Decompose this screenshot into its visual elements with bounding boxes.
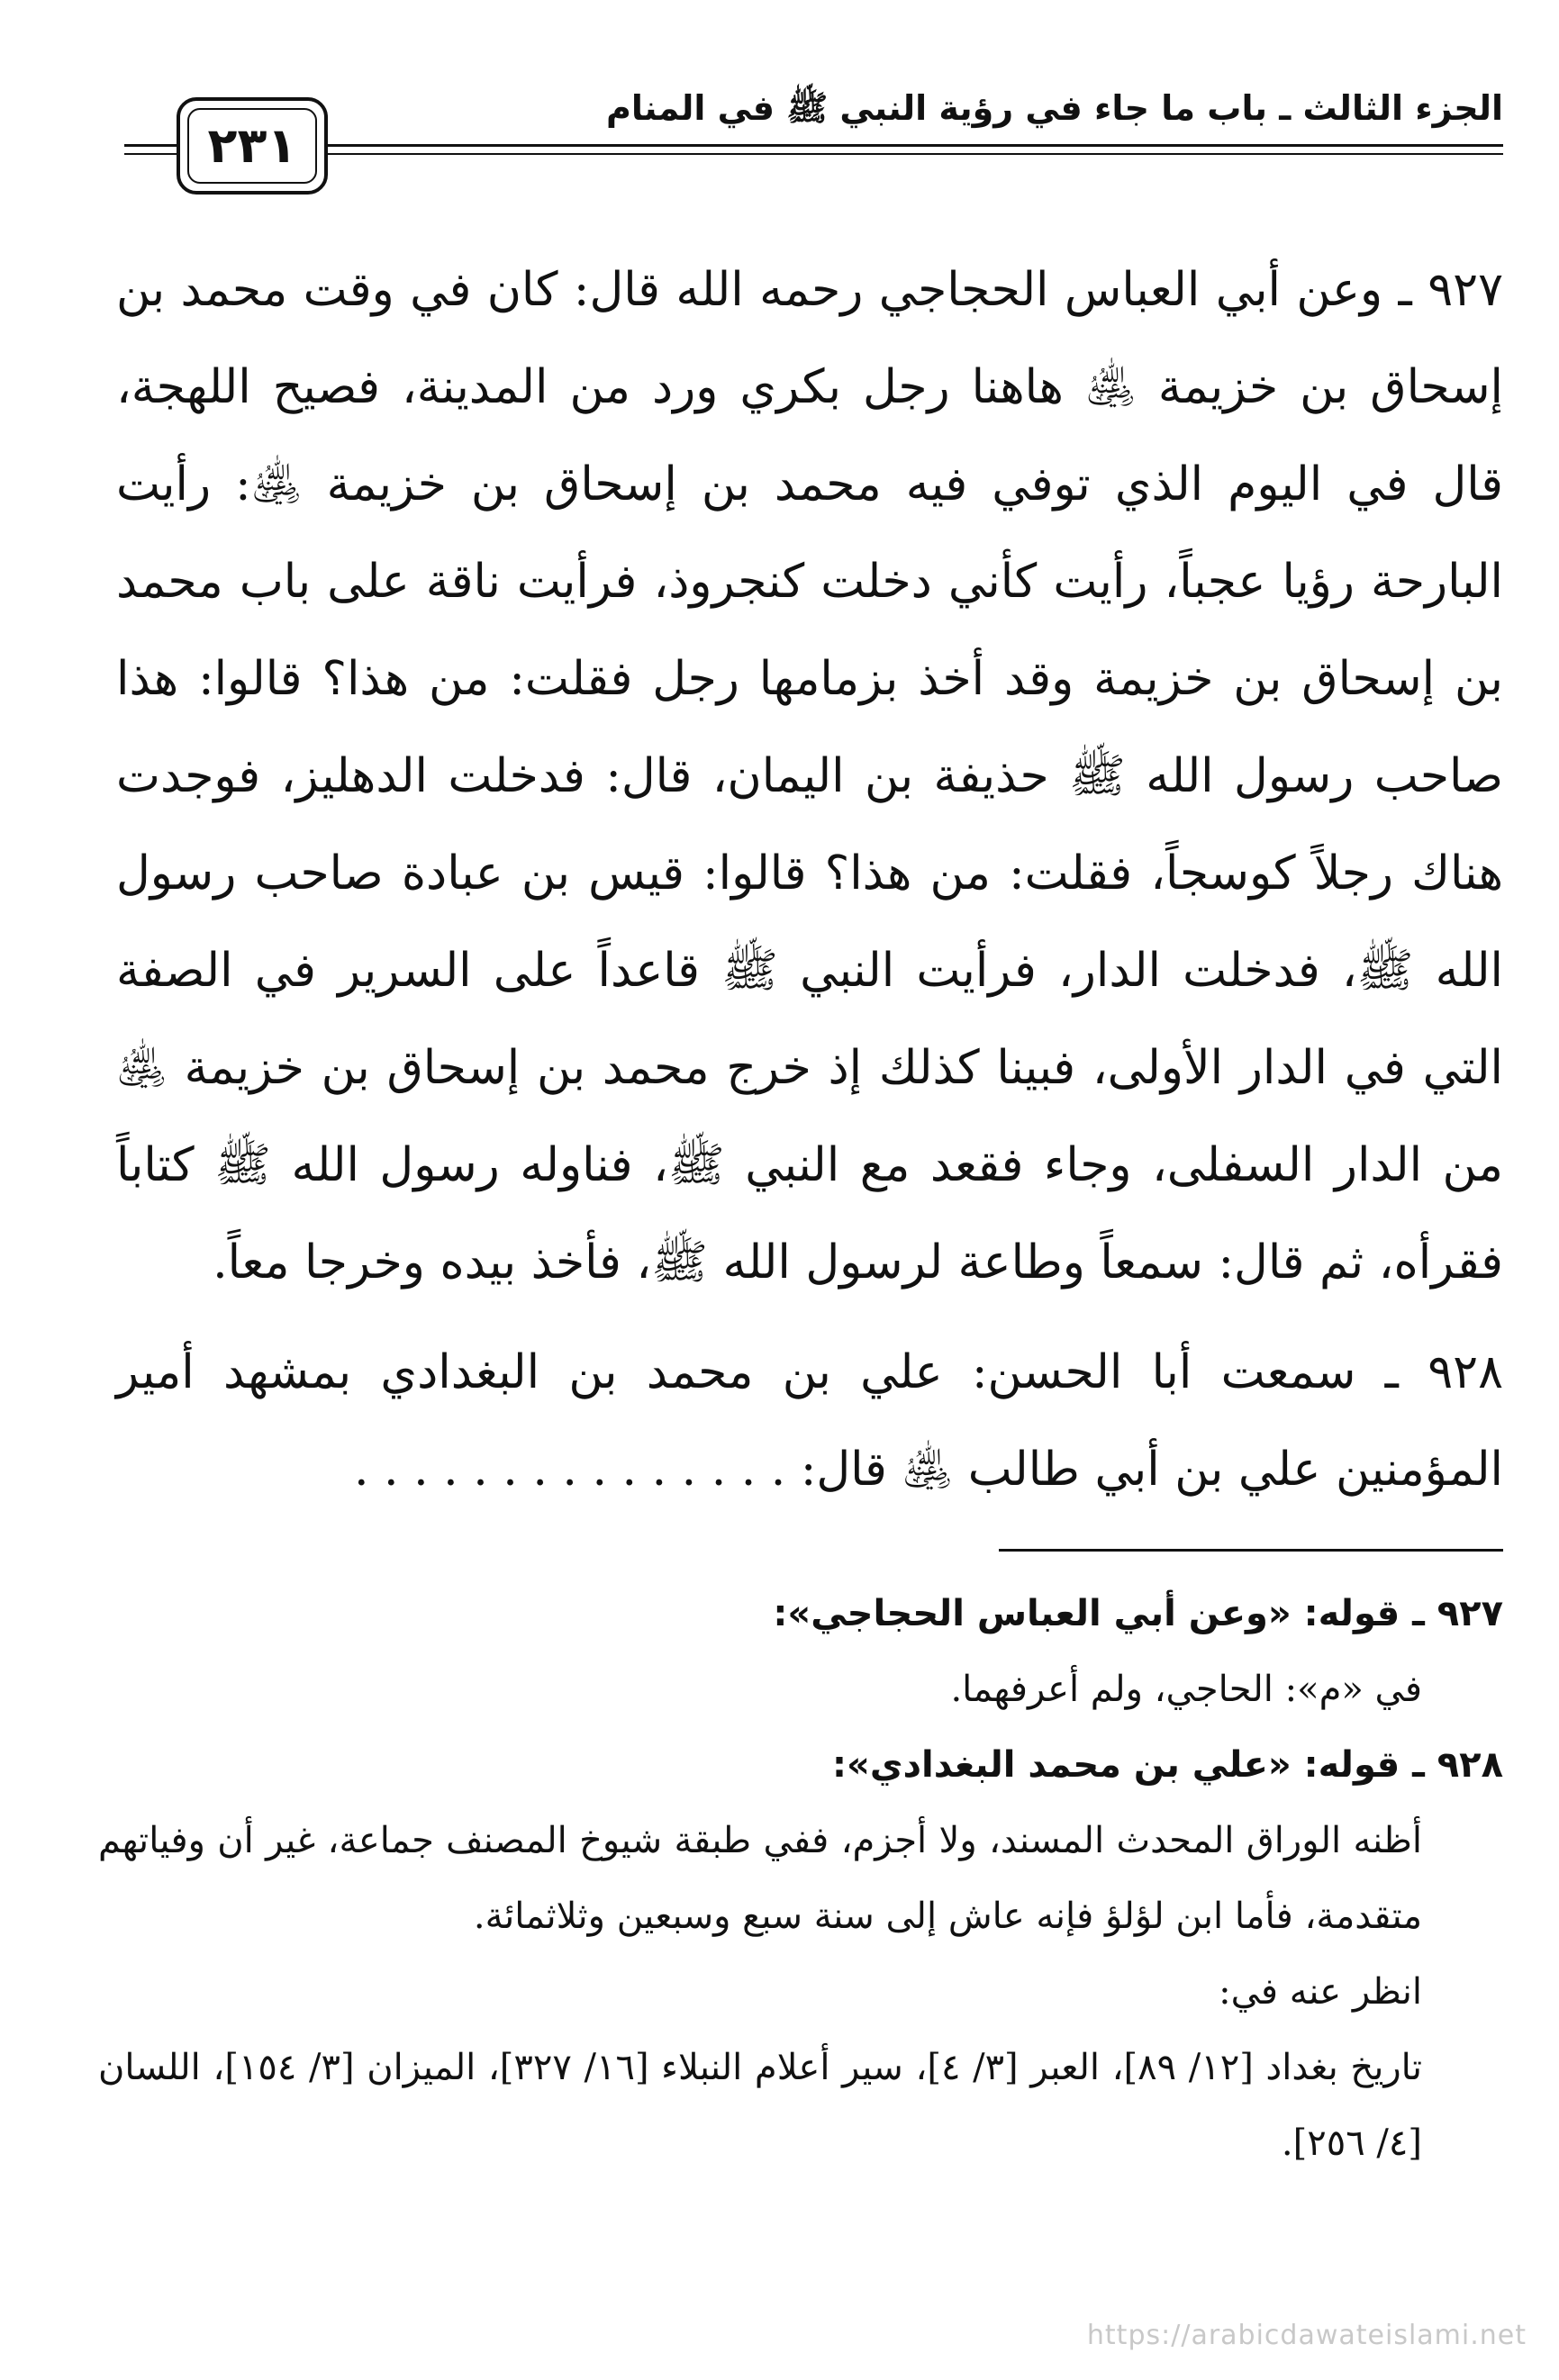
header-rule-thin [124, 153, 1503, 155]
paragraph-928: ٩٢٨ ـ سمعت أبا الحسن: علي بن محمد بن البغدادي بمشهد أمير المؤمنين علي بن أبي طالب ﵁ قال: . . . . . . . . . . . . . . . [116, 1345, 1503, 1497]
footnote-separator [999, 1549, 1503, 1552]
footnote-928-see: انظر عنه في: [1219, 1971, 1422, 2013]
footnote-928-text: أظنه الوراق المحدث المسند، ولا أجزم، ففي طبقة شيوخ المصنف جماعة، غير أن وفياتهم متقدمة، فأما ابن لؤلؤ فإنه عاش إلى سنة سبع وسبعين وثلاثمائة. [98, 1820, 1422, 1937]
header-rule [124, 144, 1503, 147]
page-number-frame [177, 97, 328, 195]
footnote-928-references: تاريخ بغداد [١٢/ ٨٩]، العبر [٣/ ٤]، سير أعلام النبلاء [١٦/ ٣٢٧]، الميزان [٣/ ١٥٤]، اللسان [٤/ ٢٥٦]. [98, 2047, 1422, 2164]
running-header: الجزء الثالث ـ باب ما جاء في رؤية النبي ﷺ في المنام [606, 88, 1503, 128]
footnotes [98, 1576, 1503, 2181]
footnote-927-heading: ٩٢٧ ـ قوله: «وعن أبي العباس الحجاجي»: [773, 1593, 1503, 1634]
paragraph-927: ٩٢٧ ـ وعن أبي العباس الحجاجي رحمه الله قال: كان في وقت محمد بن إسحاق بن خزيمة ﵁ هاهنا رجل بكري ورد من المدينة، فصيح اللهجة، قال في اليوم الذي توفي فيه محمد بن إسحاق بن خزيمة ﵁: رأيت البارحة رؤيا عجباً، رأيت كأني دخلت كنجروذ، فرأيت ناقة على باب محمد بن إسحاق بن خزيمة وقد أخذ بزمامها رجل فقلت: من هذا؟ قالوا: هذا صاحب رسول الله ﷺ حذيفة بن اليمان، قال: فدخلت الدهليز، فوجدت هناك رجلاً كوسجاً، فقلت: من هذا؟ قالوا: قيس بن عبادة صاحب رسول الله ﷺ، فدخلت الدار، فرأيت النبي ﷺ قاعداً على السرير في الصفة التي في الدار الأولى، فبينا كذلك إذ خرج محمد بن إسحاق بن خزيمة ﵁ من الدار السفلى، وجاء فقعد مع النبي ﷺ، فناوله رسول الله ﷺ كتاباً فقرأه، ثم قال: سمعاً وطاعة لرسول الله ﷺ، فأخذ بيده وخرجا معاً. [116, 263, 1503, 1290]
footnote-927-text: في «م»: الحاجي، ولم أعرفهما. [950, 1669, 1422, 1710]
page-number: ٢٣١ [207, 117, 297, 174]
main-text [116, 241, 1503, 1531]
footnote-928-heading: ٩٢٨ ـ قوله: «علي بن محمد البغدادي»: [832, 1744, 1503, 1786]
watermark-url: https://arabicdawateislami.net [1086, 2320, 1527, 2351]
